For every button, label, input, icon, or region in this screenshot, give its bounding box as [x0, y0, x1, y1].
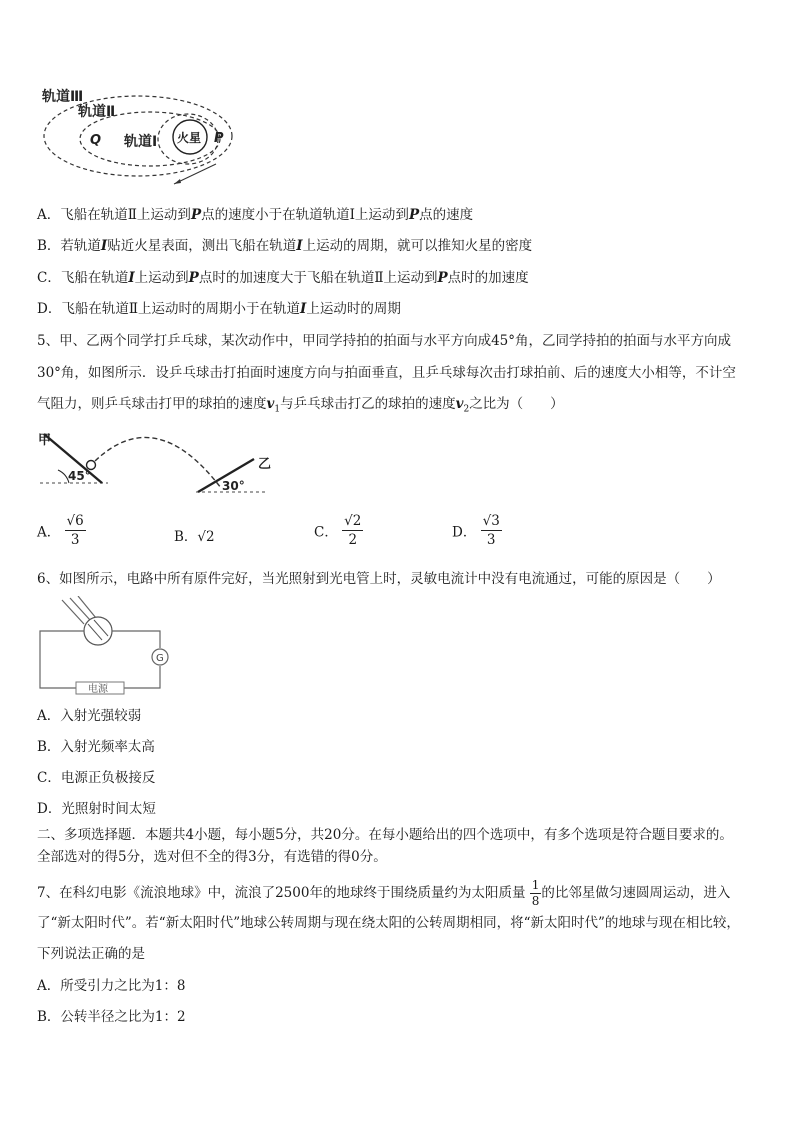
label-45: 45° — [68, 469, 91, 483]
section-2-header-line-2: 全部选对的得5分，选对但不全的得3分，有选错的得0分。 — [37, 849, 387, 865]
q7-stem-line-3: 下列说法正确的是 — [37, 946, 145, 962]
q5-option-b: B．√2 — [174, 529, 215, 545]
label-30: 30° — [222, 479, 245, 493]
circuit-diagram — [36, 596, 176, 696]
q7-option-a: A．所受引力之比为1：8 — [37, 978, 186, 994]
section-2-header-line-1: 二、多项选择题．本题共4小题，每小题5分，共20分。在每小题给出的四个选项中，有多个选项是符合题目要求的。 — [37, 827, 733, 843]
q6-option-d: D．光照射时间太短 — [37, 801, 156, 817]
label-yi: 乙 — [258, 457, 272, 472]
q4-option-c: C．飞船在轨道I上运动到P点时的加速度大于飞船在轨道Ⅱ上运动到P点时的加速度 — [37, 270, 529, 286]
label-q: Q — [90, 133, 102, 148]
q5-option-a: A． $\frac{√6}{3}$ — [37, 513, 84, 548]
q4-option-d: D．飞船在轨道Ⅱ上运动时的周期小于在轨道I上运动时的周期 — [37, 301, 401, 317]
q7-option-b: B．公转半径之比为1：2 — [37, 1009, 186, 1025]
label-galvanometer: G — [156, 653, 164, 664]
label-orbit-3: 轨道Ⅲ — [42, 89, 84, 105]
label-mars: 火星 — [177, 131, 202, 145]
q4-option-a: A．飞船在轨道Ⅱ上运动到P点的速度小于在轨道轨道Ⅰ上运动到P点的速度 — [37, 207, 474, 223]
q6-option-b: B．入射光频率太高 — [37, 739, 155, 755]
q5-stem-line-2: 30°角，如图所示．设乒乓球击打拍面时速度方向与拍面垂直，且乒乓球每次击打球拍前、后的速度大小相等，不计空 — [37, 365, 736, 381]
label-power-supply: 电源 — [88, 684, 108, 695]
q6-option-c: C．电源正负极接反 — [37, 770, 156, 786]
pingpong-diagram — [36, 428, 276, 498]
q5-stem-line-3: 气阻力，则乒乓球击打甲的球拍的速度$v_1$与乒乓球击打乙的球拍的速度$v_2$之比为（ ） — [37, 396, 564, 415]
q7-stem-line-2: 了“新太阳时代”。若“新太阳时代”地球公转周期与现在绕太阳的公转周期相同，将“新太阳时代”的地球与现在相比较， — [37, 915, 740, 931]
label-jia: 甲 — [38, 433, 52, 448]
q6-option-a: A．入射光强较弱 — [37, 708, 142, 724]
q5-stem-line-1: 5、甲、乙两个同学打乒乓球，某次动作中，甲同学持拍的拍面与水平方向成45°角，乙同学持拍的拍面与水平方向成 — [37, 333, 732, 349]
q7-stem-line-1: 7、在科幻电影《流浪地球》中，流浪了2500年的地球终于围绕质量约为太阳质量 $\frac{1}{8}$ 的比邻星做匀速圆周运动，进入 — [37, 878, 731, 908]
q6-stem: 6、如图所示，电路中所有原件完好，当光照射到光电管上时，灵敏电流计中没有电流通过，可能的原因是（ ） — [37, 571, 721, 587]
orbit-diagram — [38, 84, 238, 194]
label-orbit-1: 轨道Ⅰ — [124, 134, 158, 150]
q5-option-d: D． $\frac{√3}{3}$ — [452, 513, 500, 548]
label-orbit-2: 轨道Ⅱ — [78, 104, 116, 120]
q4-option-b: B．若轨道I贴近火星表面，测出飞船在轨道I上运动的周期，就可以推知火星的密度 — [37, 238, 533, 254]
q5-option-c: C． $\frac{√2}{2}$ — [314, 513, 362, 548]
label-p: P — [214, 131, 224, 146]
